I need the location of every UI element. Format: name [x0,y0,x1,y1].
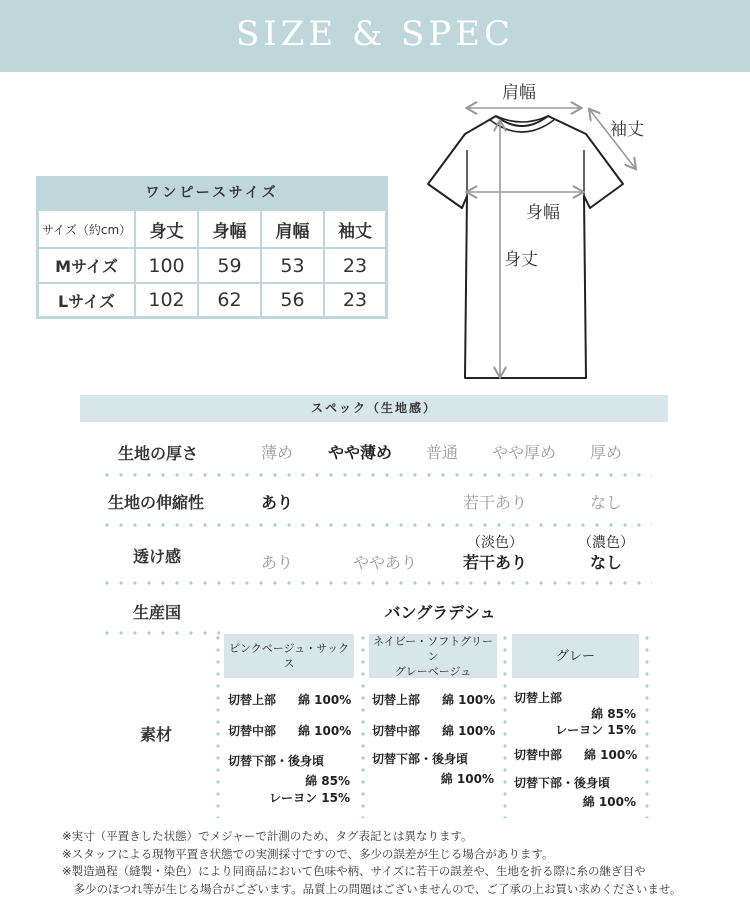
garment-diagram [410,70,670,390]
sheer-option-selected: 若干あり [462,553,527,572]
footnote: ※実寸（平置きした状態）でメジャーで計測のため、タグ表記とは異なります。 [62,829,473,843]
size-table-caption: ワンピースサイズ [145,185,279,201]
material-value: 綿 100% [298,724,352,738]
divider [645,632,649,818]
size-cell: 102 [136,284,197,316]
material-color-name: グレーベージュ [394,664,472,678]
stretch-option: 若干あり [462,493,527,512]
thickness-option-selected: やや薄め [327,443,392,462]
material-color-name: ネイビー・ソフトグリーン [372,634,494,663]
size-header-shoulder: 肩幅 [262,211,323,247]
spec-header-bar [80,395,668,422]
material-value: 綿 100% [440,772,494,786]
sheer-option: ややあり [352,553,417,572]
divider [100,581,652,585]
material-part: 切替上部 [228,693,277,707]
material-value: 綿 100% [584,748,638,762]
size-cell: 53 [262,249,323,282]
size-cell: 23 [325,284,385,316]
material-color-header [224,634,354,678]
footnote: ※スタッフによる現物平置き状態での実測採寸ですので、多少の誤差が生じる場合があります。 [62,846,554,861]
size-table [36,176,388,319]
size-header-sleeve: 袖丈 [325,211,385,247]
material-color-name: ピンクベージュ・サックス [228,642,350,670]
size-row-label: Lサイズ [39,284,134,316]
sheer-option-selected: なし [589,553,622,572]
material-value: 綿 100% [442,724,496,738]
material-part: 切替上部 [514,691,563,705]
material-part: 切替中部 [372,724,421,738]
material-part: 切替中部 [228,724,277,738]
thickness-option: 薄め [260,443,293,462]
sheer-note-dark: （濃色） [578,535,634,551]
material-part: 切替中部 [514,748,563,762]
footnote: ※製造過程（縫製・染色）により同商品において色味や柄、サイズに若干の誤差や、生地を折る際に糸の継ぎ目や [62,864,646,878]
material-part: 切替下部・後身頃 [228,754,325,768]
material-color-header [512,634,639,678]
divider [503,632,507,818]
material-part: 切替下部・後身頃 [514,776,611,790]
material-part: 切替上部 [372,693,421,707]
sheer-label: 透け感 [133,547,182,566]
material-part: 切替下部・後身頃 [372,752,469,766]
sheer-note-light: （淡色） [467,535,523,551]
sleeve-length-label: 袖丈 [610,120,644,140]
stretch-label: 生地の伸縮性 [108,493,205,512]
size-cell: 59 [199,249,260,282]
thickness-label: 生地の厚さ [118,444,199,463]
size-cell: 62 [199,284,260,316]
material-value: レーヨン 15% [555,723,636,737]
size-cell: 100 [136,249,197,282]
material-value: レーヨン 15% [269,791,350,805]
divider [216,632,220,818]
divider [361,632,365,818]
material-value: 綿 100% [298,693,352,707]
size-header-label: サイズ（約cm） [39,211,134,247]
material-value: 綿 100% [442,693,496,707]
thickness-option: やや厚め [491,443,556,462]
body-width-label: 身幅 [526,203,560,223]
thickness-option: 厚め [589,443,622,462]
shoulder-width-label: 肩幅 [502,83,536,103]
spec-title: スペック（生地感） [310,401,437,415]
country-value: バングラデシュ [384,603,496,622]
material-value: 綿 85% [305,774,350,788]
material-value: 綿 100% [582,795,636,809]
size-cell: 23 [325,249,385,282]
header-banner [0,0,750,72]
material-label: 素材 [140,725,173,744]
footnotes [62,828,722,898]
stretch-option: なし [589,493,622,512]
size-cell: 56 [262,284,323,316]
divider [100,473,652,477]
size-header-length: 身丈 [136,211,197,247]
material-color-header [369,634,497,678]
thickness-option: 普通 [425,443,458,462]
stretch-option-selected: あり [260,493,293,512]
country-label: 生産国 [133,603,182,622]
footnote: 多少のほつれ等が生じる場合がございます。品質上の問題はございませんので、ご了承の上お買い求めくださいませ。 [62,881,682,896]
body-length-label: 身丈 [504,250,538,270]
divider [100,523,652,527]
size-header-width: 身幅 [199,211,260,247]
page-title: SIZE & SPEC [235,14,515,54]
material-value: 綿 85% [591,707,636,721]
divider [100,631,220,635]
material-color-name: グレー [555,648,595,664]
sheer-option: あり [260,553,293,572]
size-row-label: Mサイズ [39,249,134,282]
